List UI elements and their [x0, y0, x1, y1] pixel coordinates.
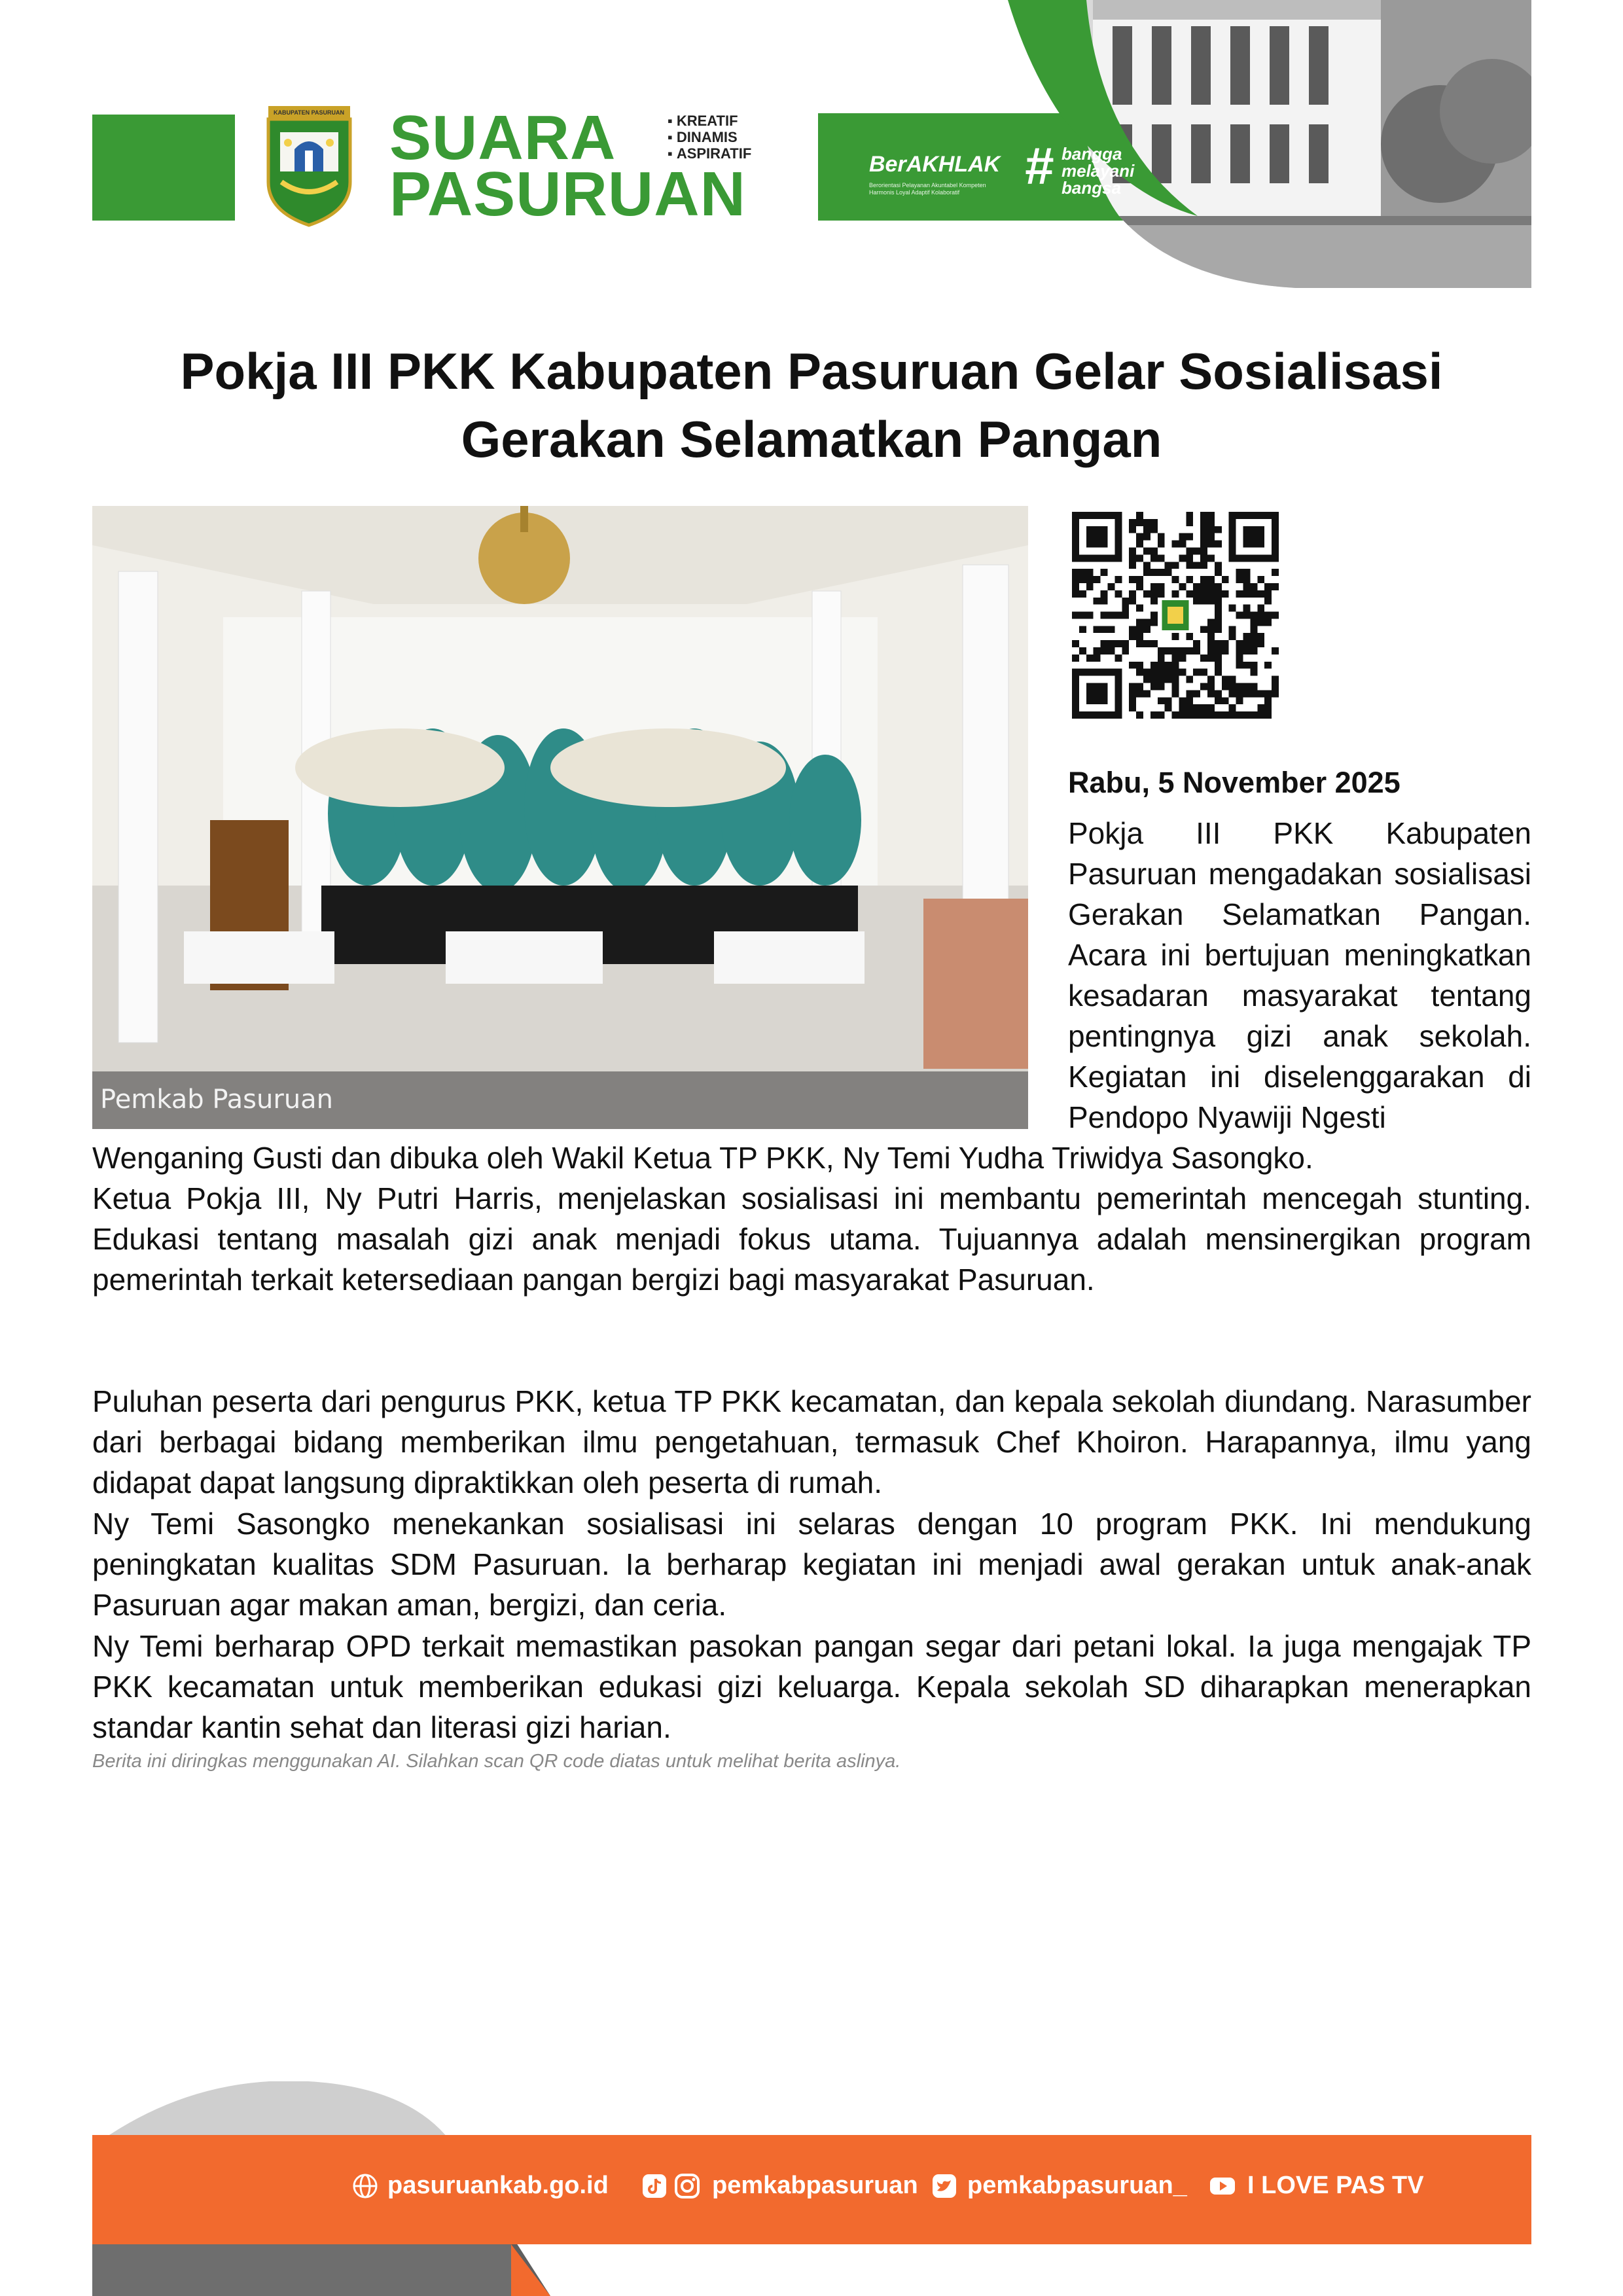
footer-twitter-handle[interactable]: pemkabpasuruan_	[967, 2172, 1187, 2199]
bangga-word: bangga	[1061, 144, 1122, 164]
header-green-block	[92, 115, 235, 221]
youtube-icon	[1209, 2173, 1236, 2199]
article-date: Rabu, 5 November 2025	[1068, 766, 1400, 799]
brand-line-2: PASURUAN	[389, 159, 746, 229]
berakhlak-logo: BerAKHLAK	[869, 152, 1001, 177]
twitter-icon	[931, 2173, 957, 2199]
photo-caption-bar	[92, 1071, 1028, 1129]
tiktok-icon	[641, 2173, 668, 2199]
tagline: ▪ DINAMIS	[668, 129, 751, 145]
footer-social-handle[interactable]: pemkabpasuruan	[712, 2172, 918, 2199]
instagram-icon	[674, 2173, 700, 2199]
article-paragraph: Puluhan peserta dari pengurus PKK, ketua TP PKK kecamatan, dan kepala sekolah diundang. Narasumber dari berbagai bidang memberikan ilmu pengetahuan, termasuk Chef Khoiron. Harapannya, ilmu yang didapat dapat langsung dipraktikkan oleh peserta di rumah.	[92, 1384, 1531, 1499]
tagline: ▪ KREATIF	[668, 113, 751, 129]
globe-icon	[352, 2173, 378, 2199]
crest-label: KABUPATEN PASURUAN	[274, 109, 344, 116]
article-paragraph: Ny Temi Sasongko menekankan sosialisasi ini selaras dengan 10 program PKK. Ini mendukung peningkatan kualitas SDM Pasuruan. Ia berharap kegiatan ini menjadi awal gerakan untuk anak-anak Pasuruan agar makan aman, bergizi, dan ceria.	[92, 1507, 1531, 1622]
berakhlak-subtitle: Berorientasi Pelayanan Akuntabel Kompeten Harmonis Loyal Adaptif Kolaboratif	[869, 182, 986, 196]
article-title	[98, 337, 1525, 473]
article-intro: Pokja III PKK Kabupaten Pasuruan mengadakan sosialisasi Gerakan Selamatkan Pangan. Acara ini bertujuan meningkatkan kesadaran masyarakat tentang pentingnya gizi anak sekolah. Kegiatan ini diselenggarakan di Pendopo Nyawiji Ngesti	[1068, 816, 1531, 1134]
tagline: ▪ ASPIRATIF	[668, 145, 751, 162]
footer-youtube-channel[interactable]: I LOVE PAS TV	[1247, 2172, 1424, 2199]
footer-website-link[interactable]: pasuruankab.go.id	[387, 2172, 609, 2199]
ai-summary-note: Berita ini diringkas menggunakan AI. Silahkan scan QR code diatas untuk melihat berita aslinya.	[92, 1751, 901, 1772]
hashtag-icon: #	[1024, 137, 1054, 195]
article-paragraph: Ketua Pokja III, Ny Putri Harris, menjelaskan sosialisasi ini membantu pemerintah mencegah stunting. Edukasi tentang masalah gizi anak menjadi fokus utama. Tujuannya adalah mensinergikan program pemerintah terkait ketersediaan pangan bergizi bagi masyarakat Pasuruan.	[92, 1181, 1531, 1297]
article-title-line: Gerakan Selamatkan Pangan	[461, 410, 1162, 468]
article-photo	[92, 506, 1028, 1129]
qr-code[interactable]	[1072, 512, 1279, 719]
article-paragraph: Ny Temi berharap OPD terkait memastikan pasokan pangan segar dari petani lokal. Ia juga mengajak TP PKK kecamatan untuk memberikan edukasi gizi keluarga. Kepala sekolah SD diharapkan menerapkan standar kantin sehat dan literasi gizi harian.	[92, 1629, 1531, 1744]
kabupaten-crest-logo	[262, 103, 357, 228]
article-title-line: Pokja III PKK Kabupaten Pasuruan Gelar Sosialisasi	[180, 342, 1443, 400]
brand-taglines	[668, 113, 751, 162]
article-intro-continued: Wenganing Gusti dan dibuka oleh Wakil Ketua TP PKK, Ny Temi Yudha Triwidya Sasongko.	[92, 1141, 1313, 1175]
event-photo-illustration	[92, 506, 1028, 1129]
bangga-word: melayani	[1061, 161, 1135, 181]
brand-line-1: SUARA	[389, 103, 616, 173]
bangga-melayani-bangsa-logo	[1061, 145, 1134, 196]
bangga-word: bangsa	[1061, 178, 1122, 198]
photo-caption: Pemkab Pasuruan	[100, 1085, 334, 1115]
footer-mountain-strip	[92, 2244, 550, 2296]
